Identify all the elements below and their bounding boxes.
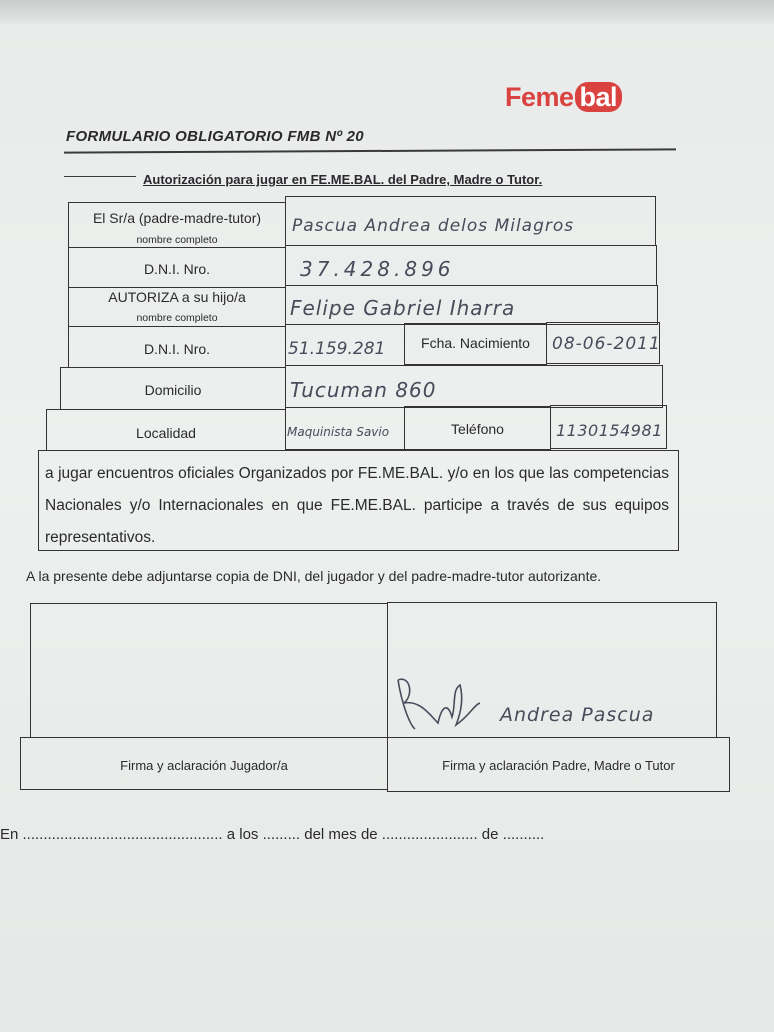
date-place-line: En ................................................ a los ......... del mes de ....................... de ..........	[0, 826, 545, 843]
logo-text-bal: bal	[575, 82, 623, 112]
child-dni-label: D.N.I. Nro.	[143, 341, 211, 357]
phone-value: 1130154981	[556, 421, 663, 440]
attachment-note: A la presente debe adjuntarse copia de DNI, del jugador y del padre-madre-tutor autorizante.	[26, 568, 602, 584]
player-signature-box	[30, 603, 388, 738]
player-signature-label: Firma y aclaración Jugador/a	[120, 758, 288, 773]
logo-text-fe: Feme	[505, 82, 574, 112]
parent-label: El Sr/a (padre-madre-tutor)	[92, 210, 262, 226]
femebal-logo	[505, 82, 622, 113]
parent-handwritten-name: Andrea Pascua	[500, 704, 655, 726]
child-dni-value: 51.159.281	[288, 339, 386, 359]
birth-label: Fcha. Nacimiento	[421, 335, 530, 351]
authorization-paragraph: a jugar encuentros oficiales Organizados por FE.ME.BAL. y/o en los que las competencias Nacionales y/o Internacionales en que FE.ME.BAL. participe a través de sus equipos representativos.	[45, 465, 669, 546]
authorizes-label: AUTORIZA a su hijo/a	[108, 289, 246, 305]
locality-label: Localidad	[136, 425, 196, 441]
authorization-title: Autorización para jugar en FE.ME.BAL. del Padre, Madre o Tutor.	[143, 172, 543, 187]
locality-value: Maquinista Savio	[287, 425, 390, 439]
child-name-value: Felipe Gabriel Iharra	[290, 296, 516, 320]
parent-name-value: Pascua Andrea delos Milagros	[292, 216, 575, 236]
phone-label: Teléfono	[451, 421, 504, 437]
authorizes-sublabel: nombre completo	[136, 312, 218, 324]
paper-shadow	[0, 0, 774, 24]
form-title: FORMULARIO OBLIGATORIO FMB Nº 20	[66, 128, 364, 145]
parent-signature-label: Firma y aclaración Padre, Madre o Tutor	[442, 758, 675, 773]
address-value: Tucuman 860	[290, 378, 437, 402]
parent-signature-scribble	[390, 645, 490, 735]
title-divider-short	[64, 176, 136, 177]
parent-sublabel: nombre completo	[136, 234, 218, 246]
birth-date-value: 08-06-2011	[552, 334, 661, 354]
dni-value: 37.428.896	[300, 257, 455, 281]
dni-label: D.N.I. Nro.	[143, 261, 211, 277]
address-label: Domicilio	[144, 382, 202, 398]
